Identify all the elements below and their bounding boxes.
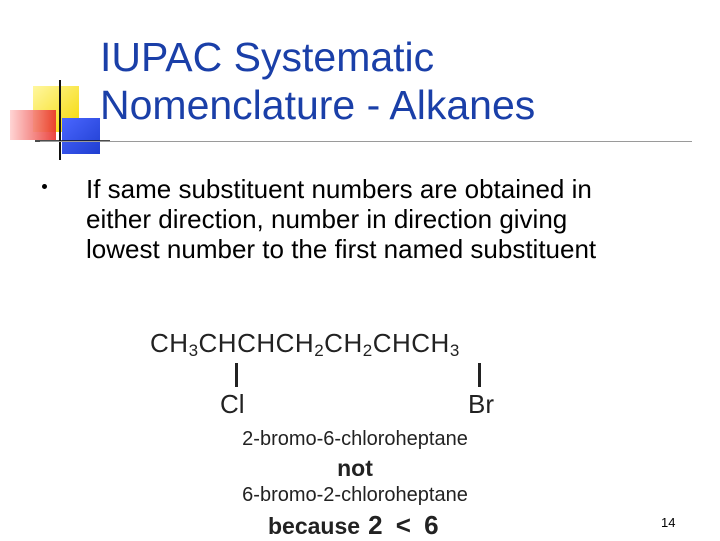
bond-line-right (478, 363, 481, 387)
bond-line-left (235, 363, 238, 387)
bullet-marker (42, 184, 47, 189)
title-line-1: IUPAC Systematic (100, 34, 435, 80)
red-square (10, 110, 56, 140)
comparison-expression: 2 < 6 (368, 510, 442, 540)
bullet-text: If same substituent numbers are obtained in either direction, number in direction giving lowest number to the first named substituent (86, 174, 597, 264)
title-divider (40, 141, 692, 142)
formula-part: CHCH (372, 328, 450, 358)
substituent-chlorine: Cl (220, 389, 245, 419)
formula-subscript: 2 (314, 341, 325, 360)
title-line-2: Nomenclature - Alkanes (100, 82, 536, 128)
page-number: 14 (661, 515, 676, 530)
formula-part: CHCHCH (198, 328, 315, 358)
formula-subscript: 3 (449, 341, 460, 360)
slide-title (100, 33, 660, 129)
condensed-formula (150, 328, 460, 361)
formula-part: CH (150, 328, 189, 358)
because-word: because (268, 513, 361, 539)
because-statement (268, 510, 442, 541)
substituent-bromine: Br (468, 389, 494, 419)
blue-square (62, 118, 100, 154)
correct-name: 2-bromo-6-chloroheptane (242, 428, 468, 450)
formula-subscript: 2 (362, 341, 373, 360)
incorrect-name: 6-bromo-2-chloroheptane (242, 484, 468, 506)
formula-part: CH (324, 328, 363, 358)
not-label: not (337, 455, 373, 481)
formula-subscript: 3 (188, 341, 199, 360)
